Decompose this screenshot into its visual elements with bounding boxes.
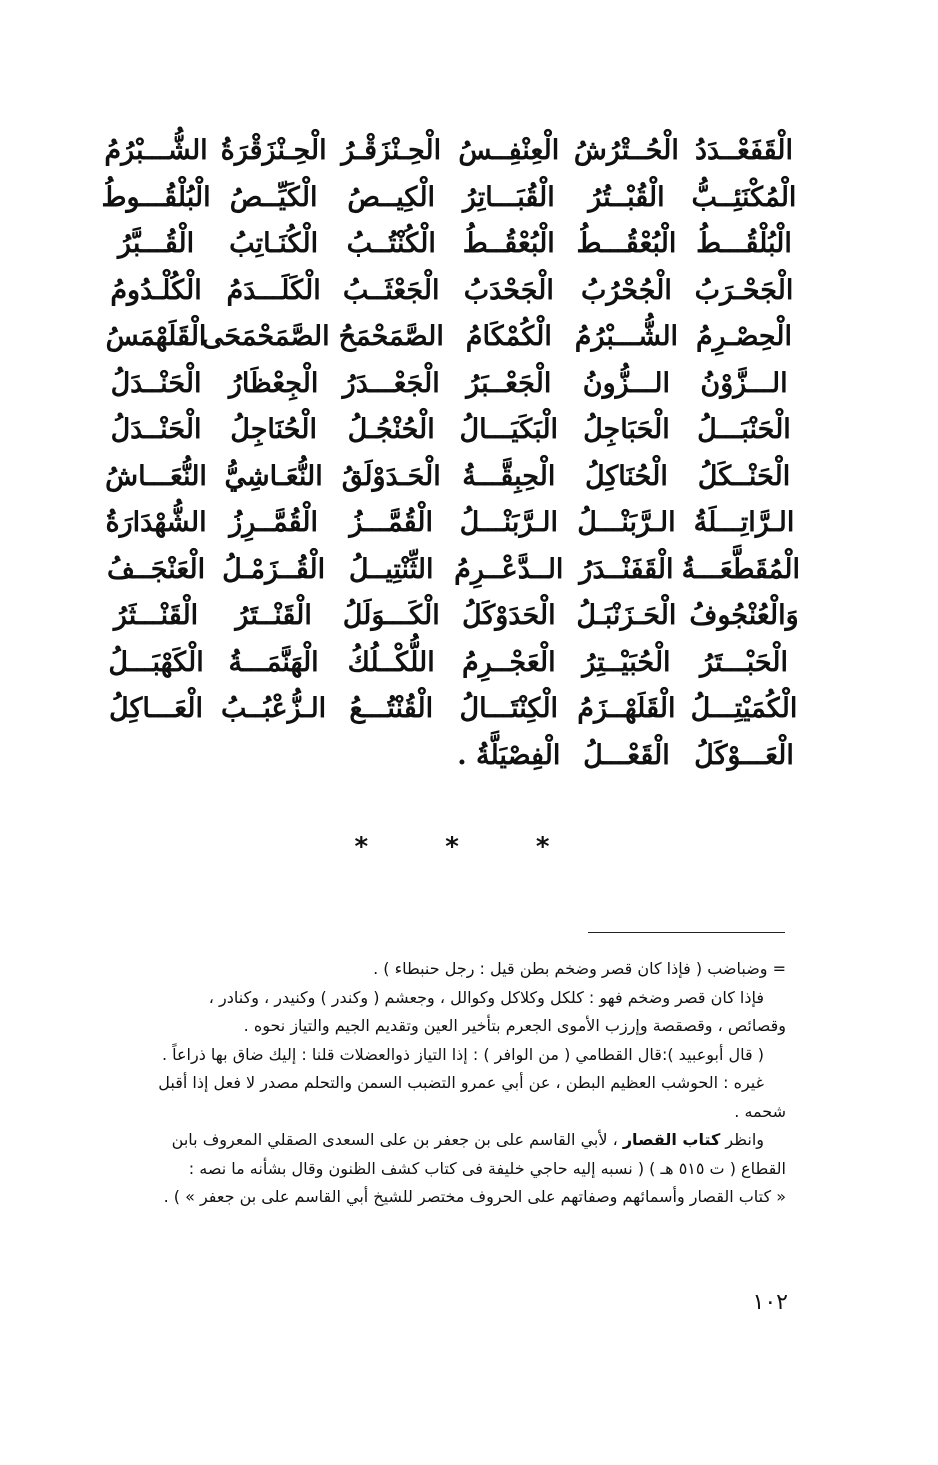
word-entry: الْجَعْــبَرُ — [466, 367, 552, 399]
word-entry: الشُّـــبْرُمُ — [104, 135, 208, 167]
word-entry: الْقُنْتُـــعُ — [349, 693, 434, 725]
word-row — [100, 128, 800, 175]
word-entry: الْكُنْتُــبُ — [346, 228, 436, 260]
word-entry: الثِّنْتِيــلُ — [348, 553, 434, 585]
word-row — [100, 175, 800, 222]
word-entry: الـرَّبَنْـــلُ — [459, 507, 558, 539]
word-row — [100, 500, 800, 547]
word-entry: الْمُقَطَّعَـــةُ — [681, 553, 800, 585]
word-entry: الْقَفَنْــدَرُ — [579, 553, 674, 585]
word-entry: الْحُنَاجِلُ — [230, 414, 317, 446]
book-title-reference: كتاب القصار — [622, 1130, 721, 1149]
word-entry: الْحَنْــدَلُ — [110, 414, 202, 446]
footnote-line: القطاع ( ت ٥١٥ هـ ) ( نسبه إليه حاجي خليفة فى كتاب كشف الظنون وقال بشأنه ما نصه : — [188, 1158, 786, 1178]
word-entry: الْقَلَهْمَسُ — [105, 321, 207, 353]
word-row — [100, 314, 800, 361]
word-entry: الْحَـزَنْبَـلُ — [576, 600, 677, 632]
footnote-line: شحمه . — [734, 1101, 786, 1121]
word-entry: الْقَعْـــلُ — [583, 739, 670, 771]
word-entry: الْكُمَيْتِـــلُ — [690, 693, 798, 725]
word-entry: الْحُنَاكِلُ — [584, 460, 668, 492]
word-entry: الْبُلْقُـــوطُ — [101, 181, 211, 213]
word-entry: الْكَهْبَـــلُ — [108, 646, 204, 678]
word-entry: الْحِصْـرِمُ — [695, 321, 793, 353]
word-row — [100, 547, 800, 594]
word-entry: الْعَنْجَــفُ — [106, 553, 206, 585]
word-entry: الْكِنْتَـــالُ — [459, 693, 559, 725]
word-entry: الْجَعْثَــبُ — [342, 274, 440, 306]
word-entry: الصَّمَحْمَحُ — [338, 321, 444, 353]
word-entry: الشُّـــبْرُمُ — [574, 321, 679, 353]
word-entry: الْحُــتْرُشُ — [573, 135, 679, 167]
word-row — [100, 268, 800, 315]
word-entry: الْبَكَيَـــالُ — [459, 414, 559, 446]
word-entry: الْقُمَّــرِزُ — [229, 507, 318, 539]
word-entry: الْقُبَـــاتِرُ — [462, 181, 555, 213]
footnote-text: ، لأبي القاسم على بن جعفر بن على السعدى الصقلي المعروف بابن — [171, 1130, 618, 1149]
word-entry: الْقُـــبَّرُ — [117, 228, 195, 260]
word-entry: الـــزُّونُ — [582, 367, 671, 399]
word-entry: الْحَدَوْكَلُ — [461, 600, 556, 632]
word-entry: الْجِعْظَارُ — [228, 367, 319, 399]
word-entry: الْقَنْــتَرُ — [235, 600, 312, 632]
word-entry: النُّعَـــاشُ — [105, 460, 207, 492]
word-entry: الْحَبْـــتَرُ — [699, 646, 789, 678]
word-entry: وَالْعُنْجُوفُ — [689, 600, 799, 632]
word-entry: الْكَيِّــصُ — [229, 181, 318, 213]
footnote-line: « كتاب القصار وأسمائهم وصفاتهم على الحروف مختصر للشيخ أبي القاسم على بن جعفر » ) . — [163, 1187, 786, 1206]
word-entry: الْكُلْـدُومُ — [110, 274, 202, 306]
word-entry: الْحَنْــدَلُ — [110, 367, 202, 399]
word-entry: الشُّهْدَارَةُ — [105, 507, 207, 539]
footnote-line: وقصائص ، وقصقصة وإرزب الأموى الجعرم بتأخير العين وتقديم الجيم والتياز نحوه . — [243, 1016, 786, 1035]
footnote-line — [102, 1126, 786, 1155]
word-entry: الْحَبَاجِلُ — [583, 414, 670, 446]
word-entry: الْكَلَـــدَمُ — [226, 274, 321, 306]
word-entry: الـرَّاتِـــلَةُ — [693, 507, 795, 539]
footnote-line: = وضباضب ( فإذا كان قصر وضخم بطن قيل : رجل حنبطاء ) . — [373, 959, 786, 978]
word-entry: الْجَحْـرَبُ — [694, 274, 794, 306]
word-entry: الْقَفَعْــدَدُ — [694, 135, 794, 167]
word-entry: الْحِـنْزَقْـرُ — [341, 135, 442, 167]
word-entry: الـــزَّوْنُ — [700, 367, 788, 399]
footnote-text: وانظر — [725, 1130, 764, 1149]
word-entry: الْحِبِقَّـــةُ — [462, 460, 556, 492]
word-row — [100, 593, 800, 640]
word-row — [100, 221, 800, 268]
word-entry: الْقُمَّـــزُ — [349, 507, 434, 539]
word-entry: الْحَنْبَـــلُ — [697, 414, 791, 446]
word-entry: الْكُمْكَامُ — [465, 321, 552, 353]
word-entry: الْمُكْنَئِــبُّ — [691, 181, 797, 213]
word-entry: الْكُنَـاتِبُ — [229, 228, 319, 260]
word-entry: الـرَّبَنْـــلُ — [577, 507, 676, 539]
page-number: ١٠٢ — [752, 1290, 788, 1315]
word-entry: الْهَنَّمَـــةُ — [228, 646, 319, 678]
word-row — [100, 733, 800, 780]
word-entry: الْعَجْــرِمُ — [462, 646, 556, 678]
word-entry: الْبُعْقُــطُ — [462, 228, 555, 260]
word-entry: الْحَنْــكَلُ — [697, 460, 791, 492]
word-entry: الْقَلَهْــزَمُ — [577, 693, 676, 725]
word-entry: الْجَحْدَبُ — [463, 274, 554, 306]
footnotes — [102, 955, 786, 1212]
word-entry: الْكَـــوَلَلُ — [342, 600, 440, 632]
word-entry: الْبُعْقُـــطُ — [576, 228, 677, 260]
word-entry: النُّعَـاشِيُّ — [224, 460, 323, 492]
word-list — [100, 128, 800, 779]
word-row — [100, 454, 800, 501]
word-entry: الْحُبَيْــتِرُ — [582, 646, 671, 678]
word-row — [100, 407, 800, 454]
word-entry: الْقُبْــتُرُ — [588, 181, 665, 213]
word-entry: الْحَـدَوْلَقُ — [341, 460, 441, 492]
word-entry: الْبُلْقُـــطُ — [696, 228, 792, 260]
word-entry: الْعَـــوْكَلُ — [694, 739, 794, 771]
word-row — [100, 361, 800, 408]
word-entry: الْقُــزَمْـلُ — [222, 553, 326, 585]
word-entry: الْجَعْـــدَرُ — [342, 367, 440, 399]
word-entry: اللُّكْــلُكُ — [347, 646, 435, 678]
word-entry: الْقَنْـــثَرُ — [113, 600, 199, 632]
word-entry: الْعِنْفِــسُ — [458, 135, 560, 167]
footnote-line: غيره : الحوشب العظيم البطن ، عن أبي عمرو التضبب السمن والتحلم مصدر لا فعل إذا أقبل — [158, 1073, 764, 1092]
word-entry: الْفِصْيَلَّةُ . — [457, 739, 561, 771]
word-entry: الْكِيــصُ — [347, 181, 436, 213]
footnote-line: ( قال أبوعبيد ):قال القطامي ( من الوافر ) : إذا التياز ذوالعضلات قلنا : إليك ضاق بها ذراعاً . — [161, 1044, 764, 1064]
word-row — [100, 640, 800, 687]
word-entry: الصَّمَحْمَحَى — [201, 321, 330, 353]
word-row — [100, 686, 800, 733]
word-entry: الْجُحْرُبُ — [580, 274, 672, 306]
word-entry: الْحِـنْزَقْرَةُ — [220, 135, 327, 167]
word-entry: الْحُنْجُـلُ — [347, 414, 435, 446]
word-entry: الـزُّعْبُــبُ — [221, 693, 327, 725]
footnote-divider — [588, 932, 785, 933]
section-separator-stars: * * * — [354, 832, 584, 862]
word-entry: الْعَـــاكِلُ — [109, 693, 204, 725]
footnote-line: فإذا كان قصر وضخم فهو : كلكل وكلاكل وكوالل ، وجعشم ( وكندر ) وكنيدر ، وكنادر ، — [208, 987, 764, 1007]
word-entry: الــدَّعْــرِمُ — [454, 553, 564, 585]
